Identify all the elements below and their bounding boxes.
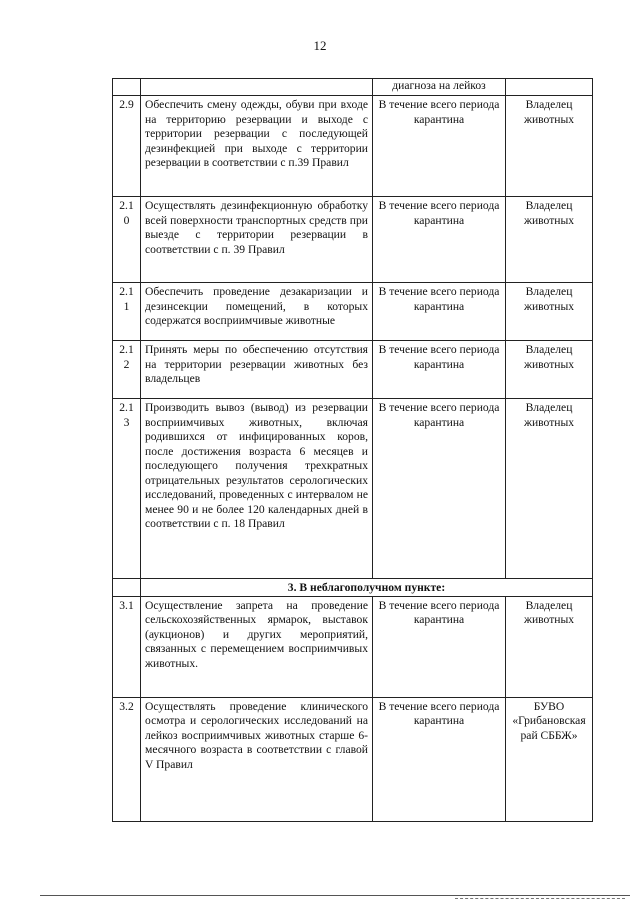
table-row	[113, 341, 593, 399]
row-number-cell	[113, 79, 141, 96]
section-header-row	[113, 579, 593, 597]
term-cell: В течение всего периода карантина	[373, 399, 506, 579]
term-cell: В течение всего периода карантина	[373, 197, 506, 283]
row-number-cell: 3.2	[113, 697, 141, 821]
row-number-cell: 2.9	[113, 96, 141, 197]
row-number-cell	[113, 579, 141, 597]
table-row	[113, 596, 593, 697]
footer-dashed-rule	[455, 898, 625, 899]
responsible-cell: БУВО «Грибановская рай СББЖ»	[506, 697, 593, 821]
row-number-cell: 3.1	[113, 596, 141, 697]
task-cell: Обеспечить проведение дезакаризации и дезинсекции помещений, в которых содержатся восприимчивые животные	[141, 283, 373, 341]
row-number-cell: 2.1 3	[113, 399, 141, 579]
table-row	[113, 399, 593, 579]
section-title: 3. В неблагополучном пункте:	[141, 579, 593, 597]
term-cell: диагноза на лейкоз	[373, 79, 506, 96]
term-cell: В течение всего периода карантина	[373, 283, 506, 341]
task-cell: Осуществление запрета на проведение сельскохозяйственных ярмарок, выставок (аукционов) и других мероприятий, связанных с перемещением восприимчивых животных.	[141, 596, 373, 697]
term-cell: В течение всего периода карантина	[373, 96, 506, 197]
responsible-cell: Владелец животных	[506, 283, 593, 341]
task-cell: Осуществлять дезинфекционную обработку всей поверхности транспортных средств при выезде с территории резервации в соответствии с п. 39 Правил	[141, 197, 373, 283]
page-number: 12	[313, 38, 327, 53]
row-number-cell: 2.1 2	[113, 341, 141, 399]
task-cell: Осуществлять проведение клинического осмотра и серологических исследований на лейкоз восприимчивых животных старше 6-месячного возраста в соответствии с главой V Правил	[141, 697, 373, 821]
responsible-cell: Владелец животных	[506, 399, 593, 579]
responsible-cell: Владелец животных	[506, 197, 593, 283]
table-row	[113, 96, 593, 197]
responsible-cell: Владелец животных	[506, 341, 593, 399]
quarantine-measures-table	[112, 78, 593, 822]
row-number-cell: 2.1 1	[113, 283, 141, 341]
task-cell: Принять меры по обеспечению отсутствия на территории резервации животных без владельцев	[141, 341, 373, 399]
responsible-cell: Владелец животных	[506, 596, 593, 697]
table-row	[113, 697, 593, 821]
table-row-continuation	[113, 79, 593, 96]
table-row	[113, 283, 593, 341]
row-number-cell: 2.1 0	[113, 197, 141, 283]
task-cell: Обеспечить смену одежды, обуви при входе на территорию резервации и выходе с территории резервации с последующей дезинфекцией при выходе с территории резервации в соответствии с п.39 Правил	[141, 96, 373, 197]
term-cell: В течение всего периода карантина	[373, 596, 506, 697]
responsible-cell: Владелец животных	[506, 96, 593, 197]
table-row	[113, 197, 593, 283]
term-cell: В течение всего периода карантина	[373, 697, 506, 821]
task-cell: Производить вывоз (вывод) из резервации восприимчивых животных, включая родившихся от инфицированных коров, после достижения возраста 6 месяцев и последующего получения трехкратных отрицательных результатов серологических исследований, проведенных с интервалом не менее 90 и не более 120 календарных дней в соответствии с п. 18 Правил	[141, 399, 373, 579]
task-cell	[141, 79, 373, 96]
responsible-cell	[506, 79, 593, 96]
footer-rule	[40, 895, 630, 896]
term-cell: В течение всего периода карантина	[373, 341, 506, 399]
